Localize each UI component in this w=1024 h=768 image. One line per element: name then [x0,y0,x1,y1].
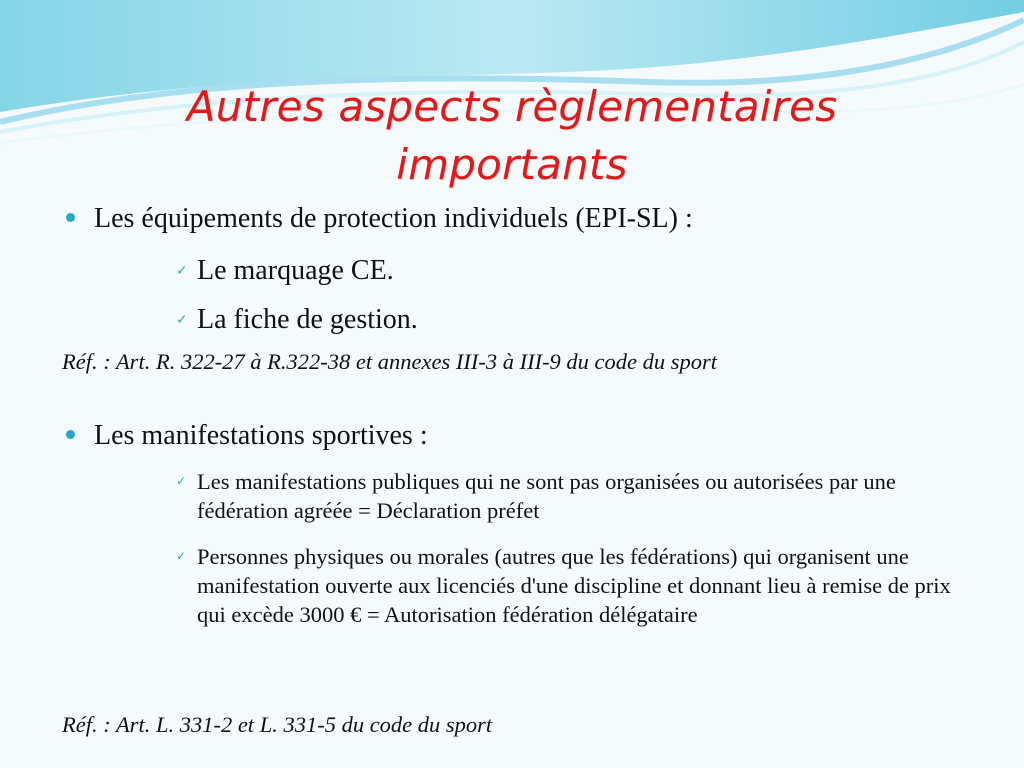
checkmark-icon: ✓ [176,549,187,563]
subitem-fiche [176,303,418,337]
bullet-epi [66,202,693,236]
subitem-text: Le marquage CE. [197,255,394,286]
reference-text: Réf. : Art. L. 331-2 et L. 331-5 du code du sport [62,712,493,737]
subitem-text: Personnes physiques ou morales (autres que les fédérations) qui organisent une manifestation ouverte aux licenciés d'une discipline et donnant lieu à remise de prix qui excède 3000 € = Autorisation fédération délégataire [197,544,951,627]
title-line-1: Autres aspects règlementaires [186,82,838,131]
bullet-manifestations [66,419,428,453]
checkmark-icon: ✓ [176,263,188,279]
bullet-text: Les équipements de protection individuels (EPI-SL) : [94,203,693,234]
subitem-manifestations-publiques [176,467,976,525]
checkmark-icon: ✓ [176,312,188,328]
subitem-personnes-physiques [176,542,976,629]
checkmark-icon: ✓ [176,474,187,488]
subitem-text: La fiche de gestion. [197,304,418,335]
subitem-text: Les manifestations publiques qui ne sont pas organisées ou autorisées par une fédération agréée = Déclaration préfet [197,469,896,523]
bullet-dot-icon [66,213,75,222]
reference-text: Réf. : Art. R. 322-27 à R.322-38 et annexes III-3 à III-9 du code du sport [62,349,718,374]
bullet-dot-icon [66,430,75,439]
slide-title [80,78,944,194]
bullet-text: Les manifestations sportives : [94,420,428,451]
subitem-marquage [176,254,394,288]
title-line-2: importants [396,140,628,189]
